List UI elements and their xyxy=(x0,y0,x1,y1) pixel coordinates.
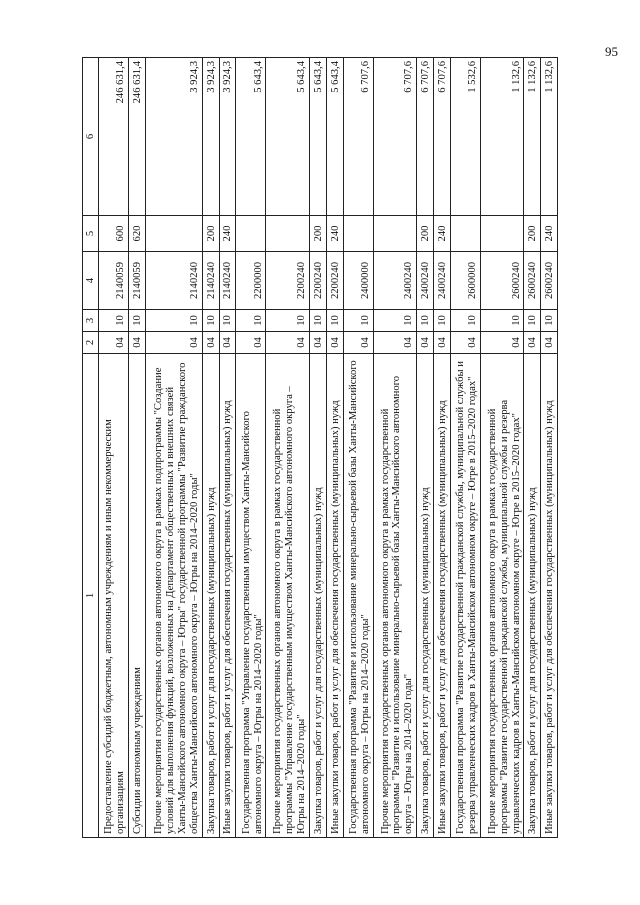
row-cell-c5: 200 xyxy=(524,216,541,252)
table-row xyxy=(310,58,327,838)
row-cell-c6: 1 132,6 xyxy=(524,58,541,216)
table-row xyxy=(129,58,146,838)
header-col-1: 1 xyxy=(83,354,99,838)
row-cell-c4: 2400000 xyxy=(343,252,373,310)
row-cell-c4: 2200240 xyxy=(326,252,343,310)
row-cell-c3: 10 xyxy=(480,310,524,332)
row-cell-c4: 2140240 xyxy=(145,252,202,310)
row-cell-c2: 04 xyxy=(433,332,450,354)
row-cell-c2: 04 xyxy=(524,332,541,354)
row-cell-c5 xyxy=(343,216,373,252)
row-cell-c4: 2200240 xyxy=(310,252,327,310)
row-cell-c4: 2140059 xyxy=(129,252,146,310)
table-row xyxy=(99,58,129,838)
row-cell-c3: 10 xyxy=(373,310,417,332)
row-cell-c3: 10 xyxy=(202,310,219,332)
row-description: Государственная программа "Управление государственным имуществом Ханты-Мансийского автономного округа – Югры на 2014–2020 годы" xyxy=(236,354,266,838)
row-cell-c5 xyxy=(236,216,266,252)
row-cell-c2: 04 xyxy=(450,332,480,354)
row-description: Прочие мероприятия государственных органов автономного округа в рамках государственной программы "Развитие государственной гражданской службы, муниципальной службы и резерва управленческих кадров в Ханты-Мансийском автономном округе – Югре в 2015–2020 годах" xyxy=(480,354,524,838)
row-cell-c4: 2600000 xyxy=(450,252,480,310)
header-col-6: 6 xyxy=(83,58,99,216)
row-cell-c6: 6 707,6 xyxy=(433,58,450,216)
table-row xyxy=(433,58,450,838)
row-cell-c4: 2140240 xyxy=(219,252,236,310)
table-row xyxy=(524,58,541,838)
row-cell-c3: 10 xyxy=(129,310,146,332)
row-cell-c6: 1 532,6 xyxy=(450,58,480,216)
row-cell-c4: 2400240 xyxy=(433,252,450,310)
row-cell-c2: 04 xyxy=(343,332,373,354)
row-description: Иные закупки товаров, работ и услуг для обеспечения государственных (муниципальных) нужд xyxy=(219,354,236,838)
row-cell-c2: 04 xyxy=(202,332,219,354)
row-cell-c3: 10 xyxy=(266,310,310,332)
row-cell-c6: 3 924,3 xyxy=(202,58,219,216)
row-cell-c5: 200 xyxy=(310,216,327,252)
budget-table xyxy=(82,57,558,838)
row-cell-c3: 10 xyxy=(145,310,202,332)
row-cell-c5 xyxy=(266,216,310,252)
table-header-row xyxy=(83,58,99,838)
row-cell-c4: 2140059 xyxy=(99,252,129,310)
row-cell-c5 xyxy=(480,216,524,252)
row-cell-c4: 2600240 xyxy=(524,252,541,310)
row-cell-c2: 04 xyxy=(373,332,417,354)
row-cell-c2: 04 xyxy=(541,332,558,354)
row-cell-c4: 2600240 xyxy=(480,252,524,310)
row-cell-c2: 04 xyxy=(129,332,146,354)
row-description: Субсидии автономным учреждениям xyxy=(129,354,146,838)
row-cell-c4: 2400240 xyxy=(373,252,417,310)
row-description: Закупка товаров, работ и услуг для государственных (муниципальных) нужд xyxy=(310,354,327,838)
row-description: Закупка товаров, работ и услуг для государственных (муниципальных) нужд xyxy=(417,354,434,838)
row-cell-c2: 04 xyxy=(236,332,266,354)
row-cell-c3: 10 xyxy=(99,310,129,332)
row-cell-c4: 2600240 xyxy=(541,252,558,310)
row-description: Государственная программа "Развитие и использование минерально-сырьевой базы Ханты-Мансийского автономного округа – Югры на 2014–2020 годы" xyxy=(343,354,373,838)
row-cell-c5 xyxy=(145,216,202,252)
table-row xyxy=(145,58,202,838)
row-cell-c3: 10 xyxy=(433,310,450,332)
row-description: Прочие мероприятия государственных органов автономного округа в рамках подпрограммы "Создание условий для выполнения функций, возложенных на Департамент общественных и внешних связей Ханты-Мансийского автономного округа – Югры" государственной программы "Развитие гражданского общества Ханты-Мансийского автономного округа – Югры на 2014–2020 годы" xyxy=(145,354,202,838)
row-cell-c3: 10 xyxy=(417,310,434,332)
table-body xyxy=(99,58,558,838)
table-row xyxy=(236,58,266,838)
row-cell-c2: 04 xyxy=(480,332,524,354)
row-cell-c6: 246 631,4 xyxy=(129,58,146,216)
row-cell-c6: 6 707,6 xyxy=(343,58,373,216)
row-cell-c2: 04 xyxy=(326,332,343,354)
table-row xyxy=(266,58,310,838)
row-cell-c5 xyxy=(373,216,417,252)
row-cell-c4: 2140240 xyxy=(202,252,219,310)
row-description: Закупка товаров, работ и услуг для государственных (муниципальных) нужд xyxy=(202,354,219,838)
table-row xyxy=(450,58,480,838)
row-cell-c6: 1 132,6 xyxy=(541,58,558,216)
table-row xyxy=(373,58,417,838)
table-row xyxy=(417,58,434,838)
row-cell-c6: 6 707,6 xyxy=(373,58,417,216)
row-cell-c2: 04 xyxy=(266,332,310,354)
row-cell-c2: 04 xyxy=(99,332,129,354)
row-cell-c3: 10 xyxy=(343,310,373,332)
row-description: Прочие мероприятия государственных органов автономного округа в рамках государственной программы "Развитие и использование минерально-сырьевой базы Ханты-Мансийского автономного округа – Югры на 2014–2020 годы" xyxy=(373,354,417,838)
row-description: Государственная программа "Развитие государственной гражданской службы, муниципальной службы и резерва управленческих кадров в Ханты-Мансийском автономном округе – Югре в 2015–2020 годах" xyxy=(450,354,480,838)
row-cell-c6: 5 643,4 xyxy=(266,58,310,216)
row-cell-c3: 10 xyxy=(219,310,236,332)
row-cell-c5: 600 xyxy=(99,216,129,252)
row-cell-c6: 6 707,6 xyxy=(417,58,434,216)
row-cell-c6: 3 924,3 xyxy=(145,58,202,216)
row-cell-c5: 200 xyxy=(202,216,219,252)
table-row xyxy=(219,58,236,838)
row-cell-c6: 5 643,4 xyxy=(236,58,266,216)
row-cell-c3: 10 xyxy=(310,310,327,332)
row-cell-c6: 5 643,4 xyxy=(326,58,343,216)
row-cell-c4: 2200240 xyxy=(266,252,310,310)
table-row xyxy=(480,58,524,838)
row-description: Иные закупки товаров, работ и услуг для обеспечения государственных (муниципальных) нужд xyxy=(541,354,558,838)
table-row xyxy=(326,58,343,838)
budget-table-container xyxy=(82,58,558,838)
header-col-2: 2 xyxy=(83,332,99,354)
row-cell-c3: 10 xyxy=(326,310,343,332)
row-cell-c5: 240 xyxy=(541,216,558,252)
page-number: 95 xyxy=(605,44,618,59)
row-cell-c5 xyxy=(450,216,480,252)
row-cell-c5: 240 xyxy=(219,216,236,252)
row-cell-c3: 10 xyxy=(524,310,541,332)
header-col-3: 3 xyxy=(83,310,99,332)
row-description: Предоставление субсидий бюджетным, автономным учреждениям и иным некоммерческим организациям xyxy=(99,354,129,838)
row-cell-c6: 1 132,6 xyxy=(480,58,524,216)
row-description: Иные закупки товаров, работ и услуг для обеспечения государственных (муниципальных) нужд xyxy=(433,354,450,838)
row-cell-c2: 04 xyxy=(219,332,236,354)
row-cell-c6: 3 924,3 xyxy=(219,58,236,216)
row-cell-c2: 04 xyxy=(310,332,327,354)
row-cell-c3: 10 xyxy=(450,310,480,332)
row-description: Закупка товаров, работ и услуг для государственных (муниципальных) нужд xyxy=(524,354,541,838)
table-row xyxy=(541,58,558,838)
row-cell-c4: 2200000 xyxy=(236,252,266,310)
row-cell-c5: 200 xyxy=(417,216,434,252)
row-cell-c5: 240 xyxy=(433,216,450,252)
row-cell-c2: 04 xyxy=(145,332,202,354)
row-cell-c4: 2400240 xyxy=(417,252,434,310)
row-cell-c3: 10 xyxy=(541,310,558,332)
row-cell-c6: 246 631,4 xyxy=(99,58,129,216)
row-cell-c3: 10 xyxy=(236,310,266,332)
row-description: Иные закупки товаров, работ и услуг для обеспечения государственных (муниципальных) нужд xyxy=(326,354,343,838)
header-col-4: 4 xyxy=(83,252,99,310)
table-row xyxy=(202,58,219,838)
row-cell-c5: 620 xyxy=(129,216,146,252)
row-description: Прочие мероприятия государственных органов автономного округа в рамках государственной программы "Управление государственным имуществом Ханты-Мансийского автономного округа – Югры на 2014–2020 годы" xyxy=(266,354,310,838)
row-cell-c5: 240 xyxy=(326,216,343,252)
table-row xyxy=(343,58,373,838)
row-cell-c6: 5 643,4 xyxy=(310,58,327,216)
header-col-5: 5 xyxy=(83,216,99,252)
row-cell-c2: 04 xyxy=(417,332,434,354)
